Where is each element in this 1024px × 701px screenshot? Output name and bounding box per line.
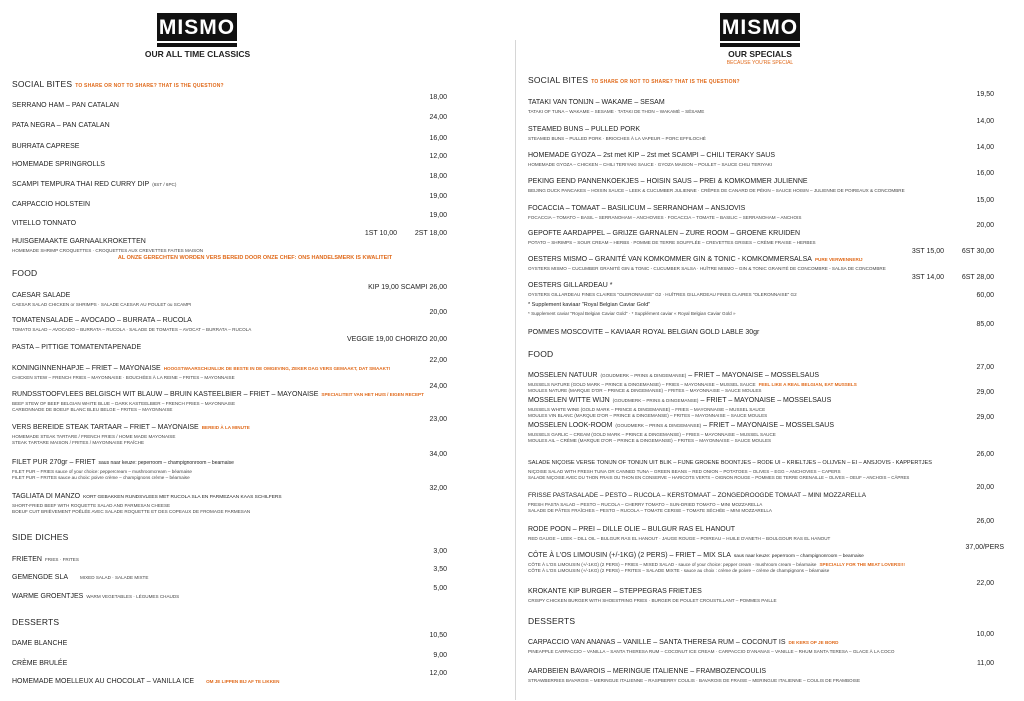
item-price: 3,50 [433,566,447,573]
item-price: 9,00 [433,652,447,659]
item-translation: STEAMED BUNS – PULLED PORK · BRIOCHES À LA VAPEUR – PORC EFFILOCHÉ [528,136,706,141]
item-translation: BOEUF CUIT BRIÈVEMENT POÊLÉE AVEC SALADE ROQUETTE ET DES COPEAUX DE FROMAGE PARMESAN [12,509,251,514]
item-price: 5,00 [433,585,447,592]
item-price: 19,00 [429,193,447,200]
item-name: CARPACCIO VAN ANANAS – VANILLE – SANTA THERESA RUM – COCONUT IS [528,639,786,646]
item-name: MOSSELEN NATUUR [528,372,598,379]
item-name: STEAMED BUNS – PULLED PORK [528,126,641,133]
item-name: FRISSE PASTASALADE – PESTO – RUCOLA – KERSTOMAAT – ZONGEDROOGDE TOMAAT – MINI MOZZARELLA [528,492,866,499]
item-name: * Supplement kaviaar "Royal Belgian Caviar Gold" [528,302,651,308]
item-name: FRIETEN [12,556,42,563]
item-highlight: SPECIALITEIT VAN HET HUIS / EIGEN RECEPT [321,392,424,397]
item-price: 20,00 [976,484,994,491]
item-translation: BEEF STEW OF BEEF BELGIAN WHITE BLUE – DARK KASTEELBIER – FRENCH FRIES – MAYONNAISE [12,401,236,406]
desserts-heading: DESSERTS [528,616,576,626]
item-name: PEKING EEND PANNENKOEKJES – HOISIN SAUS – PREI & KOMKOMMER JULIENNE [528,178,808,185]
item-price: 24,00 [429,114,447,121]
item-translation: FILET PUR – FRITES sauce au choix: poivre crème – champignons crème – béarnaise [12,475,190,480]
item-price-option: KIP 19,00 SCAMPI 26,00 [368,284,447,291]
food-heading: FOOD [12,268,38,278]
item-translation: SALADE NIÇOISE AVEC DU THON FRAIS OU THON EN CONSERVE – HARICOTS VERTS – OIGNON ROUGE – POMMES DE TERRE GRENAILLE – OLIVES – OEUF – ANCHOIS – CÂPRES [528,475,910,480]
item-translation: CÔTE À L'OS LIMOUSIN (+/-1KG) (2 PERS) – FRIES – MIXED SALAD - sauce of your choice: pepper cream - mushroom cream – béarnaise SPECIALLY FOR THE MEAT LOVERS!!! [528,562,905,567]
item-translation: SHORT-FRIED BEEF WITH ROQUETTE SALAD AND PARMESAN CHEESE [12,503,171,508]
item-name: TAGLIATA DI MANZO [12,493,81,500]
item-name: GEPOFTE AARDAPPEL – GRIJZE GARNALEN – ZURE ROOM – GROENE KRUIDEN [528,230,801,237]
item-name: OESTERS MISMO – GRANITÉ VAN KOMKOMMER GIN & TONIC - KOMKOMMERSALSA [528,256,812,263]
item-price: 29,00 [976,414,994,421]
item-price: 12,00 [429,153,447,160]
item-price: 16,00 [976,170,994,177]
item-price-option: 3ST 15,00 [911,248,944,255]
item-price: 19,00 [429,212,447,219]
item-price: 34,00 [429,451,447,458]
item-price: 32,00 [429,485,447,492]
item-highlight: OM JE LIPPEN BIJ AF TE LIKKEN [206,679,280,684]
item-price: 18,00 [429,173,447,180]
mismo-logo: MISMO [720,13,800,47]
item-sauce-note: saus naar keuze: peperroom – champignonroom – bearnaise [98,460,234,466]
item-name: CRÈME BRULÉE [12,660,68,667]
item-name: PASTA – PITTIGE TOMATENTAPENADE [12,344,142,351]
specials-tagline: BECAUSE YOU'RE SPECIAL [726,60,794,66]
item-name: PATA NEGRA – PAN CATALAN [12,122,110,129]
item-price: 22,00 [429,357,447,364]
item-name: MOSSELEN WITTE WIJN [528,397,610,404]
item-translation: CHICKEN STEW – FRENCH FRIES – MAYONNAISE · BOUCHÉES À LA REINE – FRITES – MAYONNAISE [12,375,235,380]
item-name-cont: – FRIET – MAYONAISE – MOSSELSAUS [703,422,835,429]
item-name-cont: – FRIET – MAYONAISE – MOSSELSAUS [700,397,832,404]
food-heading: FOOD [528,349,554,359]
item-translation: HOMEMADE SHRIMP CROQUETTES · CROQUETTES AUX CREVETTES FAITES MAISON [12,248,204,253]
item-price: 14,00 [976,144,994,151]
item-price: 85,00 [976,321,994,328]
item-translation: CÔTE À L'OS LIMOUSIN (+/-1KG) (2 PERS) – FRITES – SALADE MIXTE - sauce au choix : crème de poivre – crème de champignons – béarnaise [528,568,830,573]
item-price: 60,00 [976,292,994,299]
item-brand: (GOUDMERK – PRINS & DINGEMANSE) [615,423,702,428]
item-translation: FOCACCIA – TOMATO – BASIL – SERRANOHAM – ANCHOVIES · FOCACCIA – TOMATE – BASILIC – SERRANOHAM – ANCHOIS [528,215,802,220]
item-translation: FRESH PASTA SALAD – PESTO – RUCOLA – CHERRY TOMATO – SUN-DRIED TOMATO – MINI MOZZARELLA [528,502,763,507]
item-price: 24,00 [429,383,447,390]
item-price: 20,00 [976,222,994,229]
item-translation: NIÇOISE SALAD WITH FRESH TUNA OR CANNED TUNA – GREEN BEANS – RED ONION – POTATOES – OLIVES – EGG – ANCHOVIES – CAPERS [528,469,841,474]
item-name: KONINGINNENHAPJE – FRIET – MAYONAISE [12,365,161,372]
social-bites-heading: SOCIAL BITES TO SHARE OR NOT TO SHARE? THAT IS THE QUESTION? [12,79,224,89]
specials-subtitle: OUR SPECIALS [728,49,792,59]
item-name: SERRANO HAM – PAN CATALAN [12,102,119,109]
item-name: HOMEMADE GYOZA – 2st met KIP – 2st met SCAMPI – CHILI TERAKY SAUS [528,152,776,159]
item-translation: CARBONNADE DE BOEUF BLANC BLEU BELGE – FRITES – MAYONNAISE [12,407,173,412]
item-translation: HOMEMADE STEAK TARTARE / FRENCH FRIES / HOME MADE MAYONAISE [12,434,176,439]
item-translation: FILET PUR – FRIES sauce of your choice: peppercream – mushroomcream – béarnaise [12,469,192,474]
item-price: 26,00 [976,518,994,525]
item-price: 37,00/PERS [965,544,1004,551]
item-translation: TATAKI OF TUNA – WAKAME – SESAME · TATAKI DE THON – WAKAMÉ – SÉSAME [528,109,705,114]
item-translation: SALADE DE PÂTES FRAÎCHES – PESTO – RUCOLA – TOMATE CERISE – TOMATE SÉCHÉE – MINI MOZZARELLA [528,508,772,513]
item-name: VITELLO TONNATO [12,220,77,227]
item-translation: CAESAR SALAD CHICKEN or SHRIMPS · SALADE CAESAR AU POULET ou SCAMPI [12,302,192,307]
item-translation: MUSSELS NATURE (GOLD MARK – PRINCE & DINGEMANSE) – FRIES – MAYONNAISE – MUSSEL SAUCE FEEL LIKE A REAL BELGIAN, EAT MUSSELS [528,382,857,387]
item-price: 3,00 [433,548,447,555]
item-price: 11,00 [977,660,994,667]
item-translation: OYSTERS GILLARDEAU FINES CLAIRES "OLERONNAISE" G2 · HUÎTRES GILLARDEAU FINES CLAIRES "OLERONNAISE" G2 [528,292,797,297]
item-name: VERS BEREIDE STEAK TARTAAR – FRIET – MAYONAISE [12,424,199,431]
item-translation: RED GAUGE – LEEK – DILL OIL – BULGUR RAS EL HANOUT · JAUGE ROUGE – POIREAU – HUILE D'ANETH – BOULGOUR RAS EL HANOUT [528,536,831,541]
item-name: BURRATA CAPRESE [12,143,80,150]
item-price: 14,00 [976,118,994,125]
item-highlight: DE KERS OP JE BORD [788,640,839,645]
item-name: TATAKI VAN TONIJN – WAKAME – SESAM [528,99,665,106]
item-price: 15,00 [976,197,994,204]
item-price-option: VEGGIE 19,00 CHORIZO 20,00 [347,336,447,343]
item-price: 22,00 [976,580,994,587]
item-price: 23,00 [429,416,447,423]
column-divider [515,40,516,700]
item-translation: MUSSELS WHITE WINE (GOLD MARK – PRINCE & DINGEMANSE) – FRIES – MAYONNAISE – MUSSEL SAUCE [528,407,766,412]
item-translation: * Supplement caviar "Royal Belgian Caviar Gold" · * Supplément caviar « Royal Belgian Caviar Gold » [528,311,736,316]
item-name: SCAMPI TEMPURA THAI RED CURRY DIP [12,181,150,188]
item-price: 18,00 [429,94,447,101]
item-highlight: BEREID À LA MINUTE [201,425,250,430]
item-price: 12,00 [429,670,447,677]
desserts-heading: DESSERTS [12,617,60,627]
item-translation: FRIES · FRITES [44,557,79,562]
item-translation: WARM VEGETABLES · LÉGUMES CHAUDS [86,594,180,599]
item-description: KORT GEBAKKEN RUNDSVLEES MET RUCOLA SLA EN PARMEZAAN KAAS SCHILFERS [83,495,282,500]
item-name: FILET PUR 270gr – FRIET [12,459,96,466]
item-name: FOCACCIA – TOMAAT – BASILICUM – SERRANOHAM – ANSJOVIS [528,205,746,212]
item-translation: PINEAPPLE CARPACCIO – VANILLA – SANTA THERESA RUM – COCONUT ICE CREAM · CARPACCIO D'ANANAS – VANILLE – RHUM SANTA TERESA – GLACE À LA COCO [528,649,895,654]
item-name: TOMATENSALADE – AVOCADO – BURRATA – RUCOLA [12,317,192,324]
item-name: HOMEMADE SPRINGROLLS [12,161,105,168]
item-name: KROKANTE KIP BURGER – STEPPEGRAS FRIETJES [528,588,702,595]
item-translation: MOULES VIN BLANC (MARQUE D'OR – PRINCE & DINGEMANSE) – FRITES – MAYONNAISE – SAUCE MOULES [528,413,768,418]
item-price: 20,00 [429,309,447,316]
item-sauce-note: saus naar keuze: peperroom – champignonroom – bearnaise [733,554,864,559]
item-name: MOSSELEN LOOK-ROOM [528,422,613,429]
item-price: 16,00 [429,135,447,142]
social-bites-heading: SOCIAL BITES TO SHARE OR NOT TO SHARE? THAT IS THE QUESTION? [528,75,740,85]
item-highlight: PURE VERWENNERIJ [814,257,863,262]
item-price: 19,50 [976,91,994,98]
item-name: RUNDSSTOOFVLEES BELGISCH WIT BLAUW – BRUIN KASTEELBIER – FRIET – MAYONAISE [12,391,319,398]
item-price-option: 1ST 10,00 [364,230,397,237]
item-name: CARPACCIO HOLSTEIN [12,201,91,208]
item-name: SALADE NIÇOISE VERSE TONIJN OF TONIJN UIT BLIK – FIJNE GROENE BOONTJES – RODE UI – KRIELTJES – OLIJVEN – EI – ANSJOVIS - KAPPERTJES [528,460,932,466]
item-translation: MUSSELS GARLIC – CREAM (GOLD MARK – PRINCE & DINGEMANSE) – FRIES – MAYONNAISE – MUSSEL SAUCE [528,432,776,437]
item-translation: TOMATO SALAD – AVOCADO – BURRATA – RUCOLA · SALADE DE TOMATES – AVOCAT – BURRATA – RUCOLA [12,327,252,332]
item-price: 26,00 [976,451,994,458]
item-translation: POTATO – SHRIMPS – SOUR CREAM – HERBS · POMME DE TERRE SOUFFLÉE – CREVETTES GRISES – CRÈME FRAISE – HERBES [528,240,816,245]
item-name: HOMEMADE MOELLEUX AU CHOCOLAT – VANILLA ICE [12,678,195,685]
item-price-option: 6ST 28,00 [961,274,994,281]
item-translation: OYSTERS MISMO – CUCUMBER GRANITÉ GIN & TONIC - CUCUMBER SALSA · HUÎTRE MISMO – GIN & TONIC GRANITÉ DE CONCOMBRE - SALSA DE CONCOMBRE [528,266,886,271]
side-dishes-heading: SIDE DICHES [12,532,69,542]
item-translation: CRISPY CHICKEN BURGER WITH SHOESTRING FRIES · BURGER DE POULET CROUSTILLANT – POMMES PAILLE [528,598,777,603]
item-name: AARDBEIEN BAVAROIS – MERINGUE ITALIENNE – FRAMBOZENCOULIS [528,668,767,675]
item-price: 10,50 [429,632,447,639]
item-name: GEMENGDE SLA [12,574,69,581]
item-name: POMMES MOSCOVITE – KAVIAAR ROYAL BELGIAN GOLD LABLE 30gr [528,329,760,336]
item-brand: (GOUDMERK – PRINS & DINGEMANSE) [612,398,699,403]
classics-subtitle: OUR ALL TIME CLASSICS [144,49,251,59]
item-name: HUISGEMAAKTE GARNAALKROKETTEN [12,238,146,245]
mismo-logo: MISMO [157,13,237,47]
item-name: WARME GROENTJES [12,593,84,600]
item-price: 29,00 [976,389,994,396]
item-brand: (GOUDMERK – PRINS & DINGEMANSE) [600,373,687,378]
item-translation: BEIJING DUCK PANCAKES – HOISIN SAUCE – LEEK & CUCUMBER JULIENNE · CRÊPES DE CANARD DE PÉKIN – SAUCE HOISIN – JULIENNE DE POIREAUX & CONCOMBRE [528,188,905,193]
item-price-option: 2ST 18,00 [414,230,447,237]
item-translation: STRAWBERRIES BAVAROIS – MERINGUE ITALIENNE – RASPBERRY COULIS · BAVAROIS DE FRAISE – MERINGUE ITALIENNE – COULIS DE FRAMBOISE [528,678,861,683]
item-name: CAESAR SALADE [12,292,71,299]
item-translation: MIXED SALAD · SALADE MIXTE [80,575,149,580]
item-translation: MOULES NATURE (MARQUE D'OR – PRINCE & DINGEMANSE) – FRITES – MAYONNAISE – SAUCE MOULES [528,388,762,393]
fresh-note: AL ONZE GERECHTEN WORDEN VERS BEREID DOOR ONZE CHEF: ONS HANDELSMERK IS KWALITEIT [117,255,393,261]
item-name: CÔTE À L'OS LIMOUSIN (+/-1KG) (2 PERS) – FRIET – MIX SLA [528,552,731,559]
item-price-option: 3ST 14,00 [911,274,944,281]
item-qty: (6ST / 6PC) [152,182,177,187]
item-price: 27,00 [976,364,994,371]
item-name: DAME BLANCHE [12,640,68,647]
item-highlight: HOOGSTWAARSCHIJNLIJK DE BESTE IN DE OMGEVING, ZEKER DAG VERS GEMAAKT, DAT SMAAKT! [163,366,391,371]
item-translation: MOULES AIL – CRÈME (MARQUE D'OR – PRINCE & DINGEMANSE) – FRITES – MAYONNAISE – SAUCE MOULES [528,438,772,443]
item-price: 10,00 [976,631,994,638]
item-translation: STEAK TARTARE MAISON / FRITES / MAYONNAISE FRAÎCHE [12,440,145,445]
item-translation: HOMEMADE GYOZA – CHICKEN – CHILI TERIYAKI SAUCE · GYOZA MAISON – POULET – SAUCE CHILI TERIYAKI [528,162,773,167]
item-name: OESTERS GILLARDEAU * [528,282,613,289]
item-price-option: 6ST 30,00 [961,248,994,255]
item-name: RODE POON – PREI – DILLE OLIE – BULGUR RAS EL HANOUT [528,526,736,533]
item-name-cont: – FRIET – MAYONAISE – MOSSELSAUS [688,372,820,379]
